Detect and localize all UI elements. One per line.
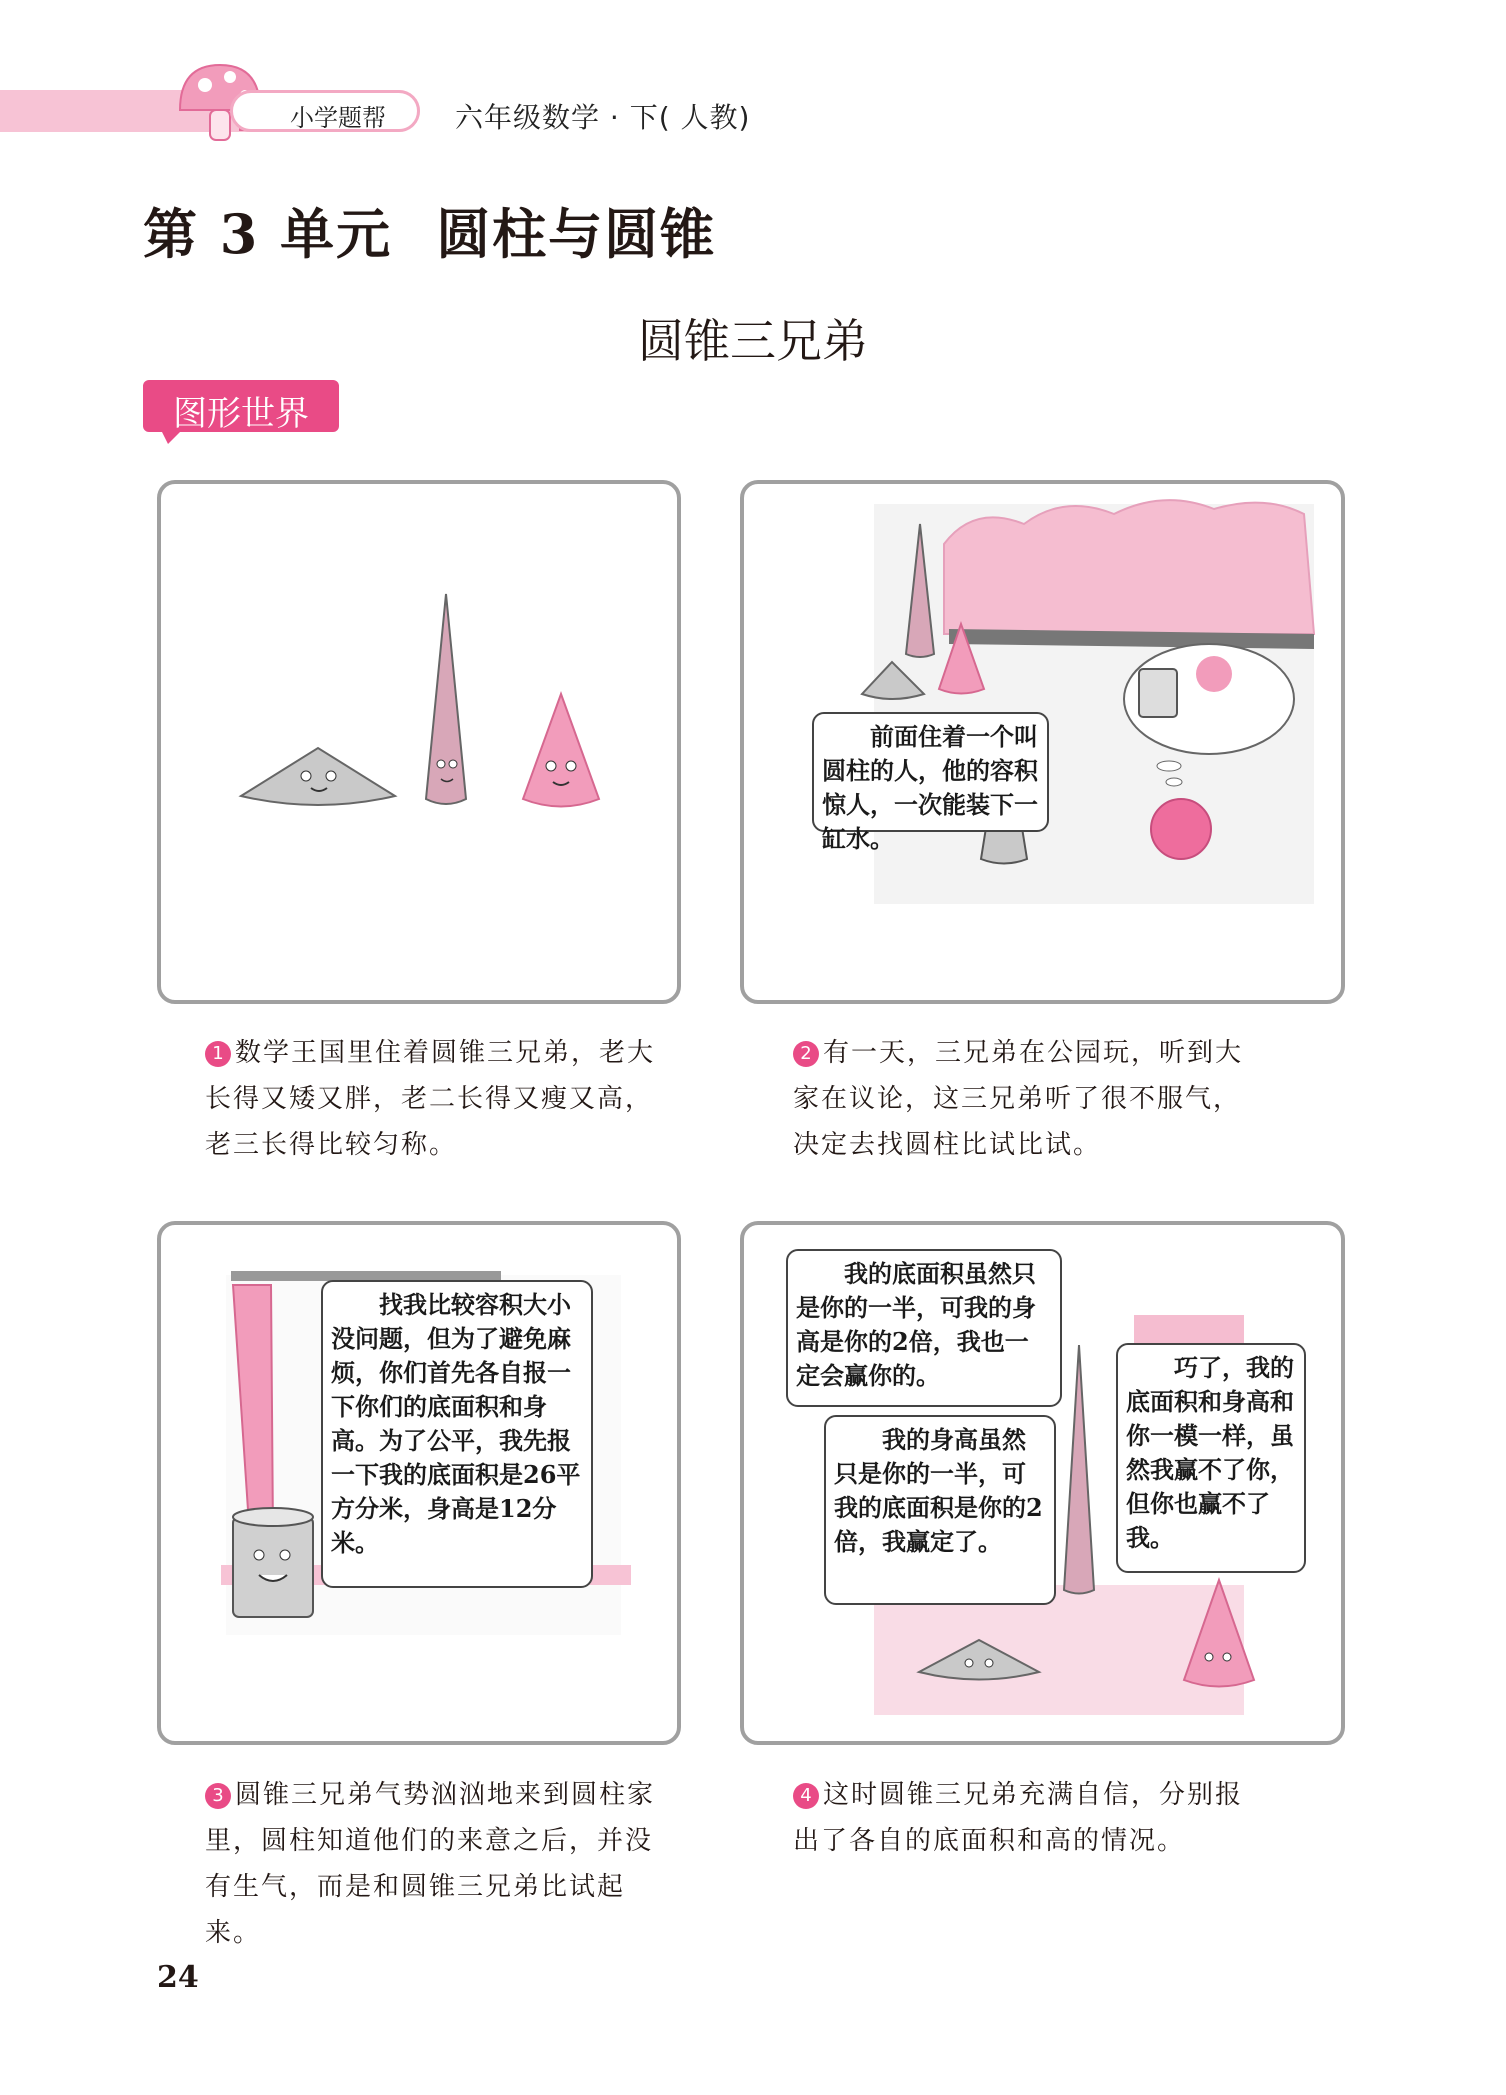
step-number-badge: 4 <box>793 1783 819 1809</box>
speech-bubble-youngest-brother: 巧了，我的底面积和身高和你一模一样，虽然我赢不了你，但你也赢不了我。 <box>1116 1343 1306 1573</box>
story-title: 圆锥三兄弟 <box>638 314 868 368</box>
caption-4 <box>793 1772 1245 1864</box>
speech-bubble: 找我比较容积大小没问题，但为了避免麻烦，你们首先各自报一下你们的底面积和身高。为了公平，我先报一下我的底面积是26平方分米，身高是12分米。 <box>321 1280 593 1588</box>
caption-text: 这时圆锥三兄弟充满自信，分别报出了各自的底面积和高的情况。 <box>793 1780 1244 1856</box>
caption-2 <box>793 1030 1245 1168</box>
speech-bubble-second-brother: 我的底面积虽然只是你的一半，可我的身高是你的2倍，我也一定会赢你的。 <box>786 1249 1062 1407</box>
unit-name: 圆柱与圆锥 <box>436 202 717 266</box>
book-title: 六年级数学 · 下( 人教) <box>455 101 751 134</box>
speech-bubble: 前面住着一个叫圆柱的人，他的容积惊人，一次能装下一缸水。 <box>812 712 1049 832</box>
comic-panel-2 <box>740 480 1345 1004</box>
unit-label: 第 3 单元 <box>143 202 393 266</box>
speech-bubble-eldest-brother: 我的身高虽然只是你的一半，可我的底面积是你的2倍，我赢定了。 <box>824 1415 1056 1605</box>
step-number-badge: 2 <box>793 1041 819 1067</box>
comic-panel-1 <box>157 480 681 1004</box>
step-number-badge: 1 <box>205 1041 231 1067</box>
cone-eldest <box>241 748 395 805</box>
cone-second <box>426 594 466 804</box>
caption-1 <box>205 1030 657 1168</box>
unit-title <box>143 192 716 269</box>
step-number-badge: 3 <box>205 1783 231 1809</box>
cone-youngest <box>523 694 599 807</box>
caption-text: 有一天，三兄弟在公园玩，听到大家在议论，这三兄弟听了很不服气，决定去找圆柱比试比试。 <box>793 1038 1244 1160</box>
caption-3 <box>205 1772 657 1956</box>
section-tag-label: 图形世界 <box>173 394 309 434</box>
brand-label: 小学题帮 <box>290 104 386 132</box>
comic-panel-3 <box>157 1221 681 1745</box>
caption-text: 圆锥三兄弟气势汹汹地来到圆柱家里，圆柱知道他们的来意之后，并没有生气，而是和圆锥三兄弟比试起来。 <box>205 1780 656 1948</box>
comic-panel-4 <box>740 1221 1345 1745</box>
cone-brothers-illustration <box>161 484 677 1000</box>
page-number: 24 <box>157 1960 199 1995</box>
caption-text: 数学王国里住着圆锥三兄弟，老大长得又矮又胖，老二长得又瘦又高，老三长得比较匀称。 <box>205 1038 656 1160</box>
